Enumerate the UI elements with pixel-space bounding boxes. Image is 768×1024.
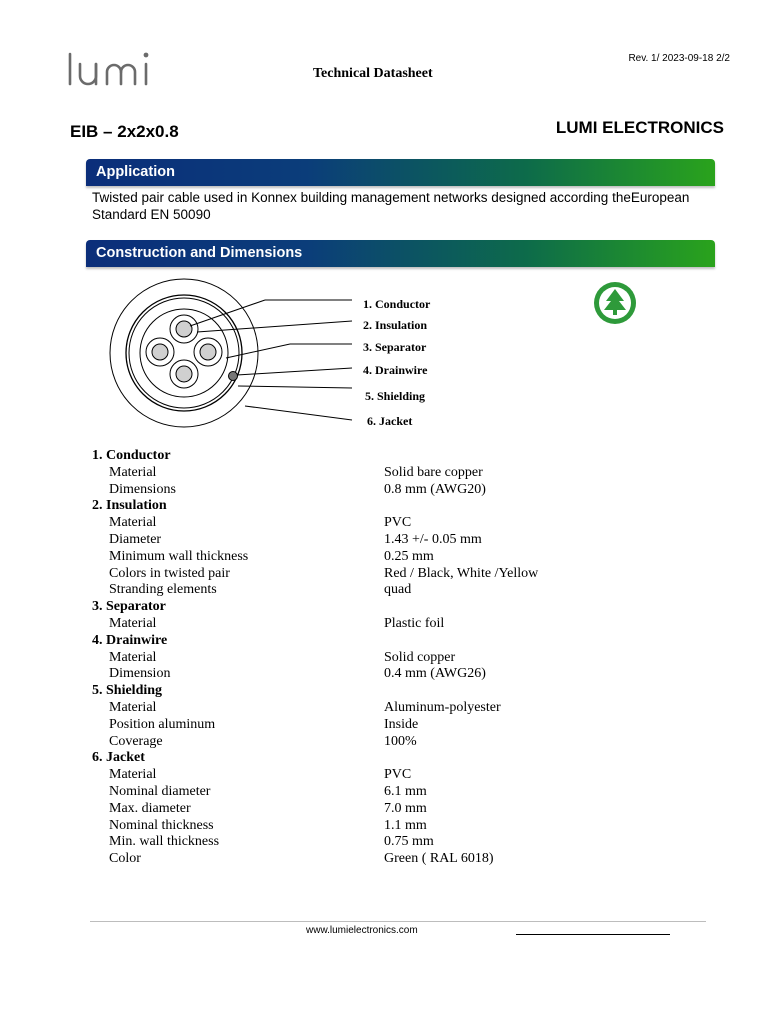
- spec-value: 100%: [384, 733, 417, 749]
- spec-value: Plastic foil: [384, 615, 445, 631]
- spec-value: 6.1 mm: [384, 783, 427, 799]
- spec-label: Dimension: [109, 666, 171, 682]
- footer-website: www.lumielectronics.com: [306, 925, 418, 936]
- spec-value: 1.1 mm: [384, 817, 427, 833]
- cable-cross-section-diagram: [100, 278, 460, 438]
- spec-label: Material: [109, 464, 157, 480]
- spec-label: Coverage: [109, 733, 163, 749]
- spec-label: Nominal thickness: [109, 817, 214, 833]
- spec-section-drainwire: 4. Drainwire: [92, 632, 168, 648]
- spec-row: [92, 851, 652, 868]
- spec-row: [92, 700, 652, 717]
- spec-label: Colors in twisted pair: [109, 565, 230, 581]
- spec-label: Material: [109, 649, 157, 665]
- spec-label: Material: [109, 515, 157, 531]
- spec-value: Solid copper: [384, 649, 456, 665]
- spec-label: Material: [109, 767, 157, 783]
- spec-row: [92, 532, 652, 549]
- spec-row: [92, 566, 652, 583]
- document-type-title: Technical Datasheet: [313, 66, 433, 81]
- spec-row: [92, 767, 652, 784]
- spec-section-separator: 3. Separator: [92, 599, 166, 615]
- spec-row: [92, 717, 652, 734]
- spec-row: [92, 582, 652, 599]
- spec-row: [92, 734, 652, 751]
- spec-value: Green ( RAL 6018): [384, 851, 494, 867]
- spec-value: 0.8 mm (AWG20): [384, 481, 486, 497]
- diagram-label-shielding: 5. Shielding: [365, 389, 426, 403]
- spec-label: Color: [109, 851, 141, 867]
- spec-section-jacket: 6. Jacket: [92, 750, 145, 766]
- diagram-label-separator: 3. Separator: [363, 340, 427, 354]
- diagram-label-conductor: 1. Conductor: [363, 297, 431, 311]
- spec-value: 0.25 mm: [384, 548, 434, 564]
- spec-value: 0.75 mm: [384, 834, 434, 850]
- spec-row: [92, 818, 652, 835]
- spec-value: 7.0 mm: [384, 800, 427, 816]
- diagram-label-drainwire: 4. Drainwire: [363, 363, 428, 377]
- spec-value: Aluminum-polyester: [384, 699, 501, 715]
- eco-certification-badge: [592, 281, 638, 325]
- specifications-list: [92, 448, 652, 868]
- signature-line: [516, 934, 670, 935]
- spec-label: Dimensions: [109, 481, 176, 497]
- spec-row: [92, 465, 652, 482]
- spec-label: Stranding elements: [109, 582, 217, 598]
- spec-section-conductor: 1. Conductor: [92, 448, 171, 463]
- footer-divider: [90, 921, 706, 922]
- spec-row: [92, 666, 652, 683]
- spec-section-shielding: 5. Shielding: [92, 683, 163, 699]
- spec-label: Material: [109, 699, 157, 715]
- spec-value: 1.43 +/- 0.05 mm: [384, 531, 482, 547]
- spec-section-insulation: 2. Insulation: [92, 498, 167, 514]
- spec-row: [92, 784, 652, 801]
- spec-row: [92, 549, 652, 566]
- application-description: Twisted pair cable used in Konnex building management networks designed according theEuropean Standard EN 50090: [92, 190, 690, 222]
- spec-row: [92, 801, 652, 818]
- application-section-header: [86, 159, 715, 186]
- spec-row: [92, 834, 652, 851]
- spec-value: Inside: [384, 716, 419, 732]
- spec-value: Red / Black, White /Yellow: [384, 565, 539, 581]
- spec-row: [92, 616, 652, 633]
- diagram-label-jacket: 6. Jacket: [367, 414, 413, 428]
- spec-label: Min. wall thickness: [109, 834, 220, 850]
- spec-value: quad: [384, 582, 412, 598]
- revision-info: Rev. 1/ 2023-09-18 2/2: [628, 53, 730, 64]
- lumi-logo: [66, 50, 172, 90]
- spec-value: Solid bare copper: [384, 464, 483, 480]
- spec-value: PVC: [384, 767, 412, 783]
- spec-value: PVC: [384, 515, 412, 531]
- company-name: LUMI ELECTRONICS: [555, 118, 724, 137]
- spec-label: Nominal diameter: [109, 783, 211, 799]
- spec-label: Diameter: [109, 531, 162, 547]
- spec-label: Minimum wall thickness: [109, 548, 249, 564]
- application-title: Application: [96, 164, 175, 180]
- spec-row: [92, 515, 652, 532]
- spec-label: Position aluminum: [109, 716, 216, 732]
- construction-title: Construction and Dimensions: [96, 245, 303, 261]
- construction-section-header: [86, 240, 715, 267]
- spec-row: [92, 650, 652, 667]
- diagram-label-insulation: 2. Insulation: [363, 318, 428, 332]
- spec-label: Max. diameter: [109, 800, 191, 816]
- product-name: EIB – 2x2x0.8: [70, 122, 179, 141]
- spec-value: 0.4 mm (AWG26): [384, 666, 486, 682]
- spec-label: Material: [109, 615, 157, 631]
- spec-row: [92, 482, 652, 499]
